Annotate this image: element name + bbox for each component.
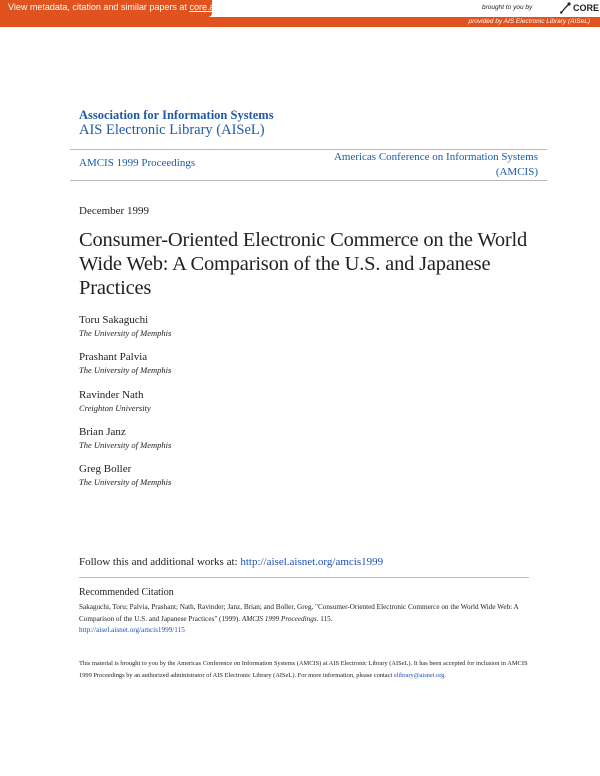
author-block <box>79 389 151 413</box>
follow-link[interactable]: http://aisel.aisnet.org/amcis1999 <box>240 556 384 568</box>
author-affiliation: The University of Memphis <box>79 328 172 338</box>
author-block <box>79 426 171 450</box>
core-logo-icon <box>559 1 571 14</box>
provided-by: provided by AIS Electronic Library (AISeL) <box>468 18 590 25</box>
core-ac-uk-link[interactable]: core.ac.uk <box>189 2 231 12</box>
core-metadata-tab[interactable] <box>0 0 231 17</box>
author-name: Ravinder Nath <box>79 389 144 401</box>
author-affiliation: The University of Memphis <box>79 477 172 487</box>
proceedings-link[interactable]: AMCIS 1999 Proceedings <box>79 157 196 169</box>
author-name: Brian Janz <box>79 426 126 438</box>
brought-to-you-by: brought to you by <box>482 4 533 11</box>
citation-url[interactable]: http://aisel.aisnet.org/amcis1999/115 <box>79 626 185 634</box>
divider-follow <box>79 577 529 578</box>
author-affiliation: The University of Memphis <box>79 365 172 375</box>
author-affiliation: The University of Memphis <box>79 440 172 450</box>
citation-body: Sakaguchi, Toru; Palvia, Prashant; Nath, Ravinder; Janz, Brian; and Boller, Greg, "Consumer-Oriented Electronic Commerce on the World Wide Web: A Comparison of the U.S. and Japanese Practices" (1999). <box>79 603 519 623</box>
footer-part3: at AIS Electronic Library (AISeL). It has been accepted for inclusion in AMCIS 1999 Proceedings by an authorized administrator of AIS Electronic Library (AISeL). For more information, please contact <box>79 660 528 679</box>
author-name: Toru Sakaguchi <box>79 314 149 326</box>
author-block <box>79 463 171 487</box>
author-name: Greg Boller <box>79 463 132 475</box>
citation-source: AMCIS 1999 Proceedings <box>241 614 317 623</box>
conference-link[interactable]: Americas Conference on Information Systems (AMCIS) <box>333 151 538 178</box>
citation-suffix: . 115. <box>316 614 333 623</box>
core-logo-text[interactable]: CORE <box>573 3 600 13</box>
association-name[interactable]: Association for Information Systems <box>79 108 274 122</box>
footer-notice <box>79 658 529 682</box>
library-name[interactable]: AIS Electronic Library (AISeL) <box>79 122 265 138</box>
author-affiliation: Creighton University <box>79 403 151 413</box>
author-name: Prashant Palvia <box>79 351 148 363</box>
footer-part1: This material is brought to you by the <box>79 660 177 667</box>
divider-bottom <box>70 180 547 181</box>
publication-date: December 1999 <box>79 205 149 217</box>
core-banner <box>0 0 600 27</box>
citation-heading: Recommended Citation <box>79 587 174 598</box>
author-block <box>79 314 171 338</box>
follow-label: Follow this and additional works at: <box>79 556 241 568</box>
author-block <box>79 351 171 375</box>
core-metadata-link[interactable]: View metadata, citation and similar papers at core.ac.uk <box>8 2 231 12</box>
footer-email[interactable]: elibrary@aisnet.org <box>393 672 445 679</box>
citation-text <box>79 602 524 637</box>
footer-amcis: Americas Conference on Information Systems (AMCIS) <box>176 660 322 667</box>
follow-line <box>79 556 383 568</box>
paper-title: Consumer-Oriented Electronic Commerce on the World Wide Web: A Comparison of the U.S. and Japanese Practices <box>79 229 528 299</box>
footer-end: . <box>444 672 447 679</box>
